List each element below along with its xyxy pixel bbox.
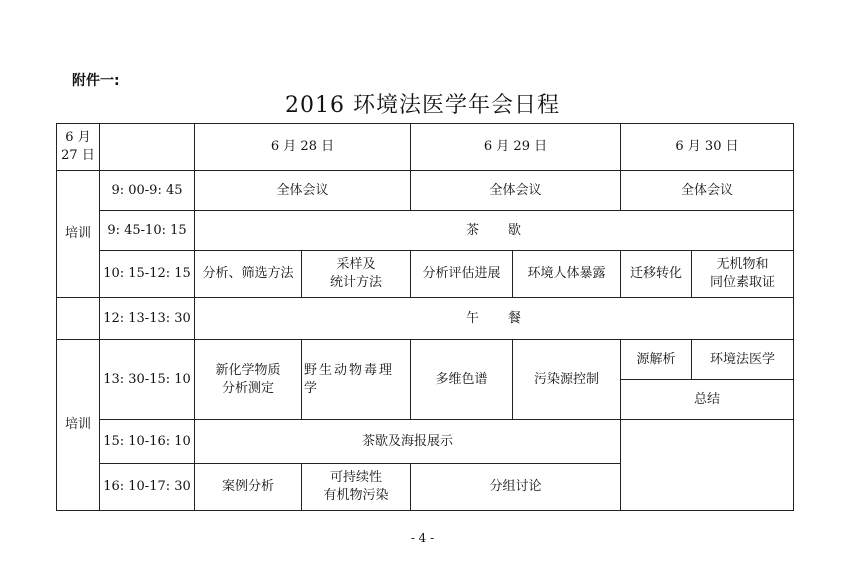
- day-header-jun30: 6 月 30 日: [621, 124, 794, 171]
- lunch-cell: 午 餐: [195, 298, 794, 340]
- summary-cell: 总结: [621, 380, 794, 420]
- session-cell: 环境人体暴露: [513, 251, 621, 298]
- page-number: - 4 -: [410, 531, 435, 545]
- table-row: [57, 340, 794, 380]
- time-header-cell: [100, 124, 195, 171]
- session-cell: 分析、筛选方法: [195, 251, 302, 298]
- session-cell: 无机物和 同位素取证: [692, 251, 794, 298]
- day-header-jun28: 6 月 28 日: [195, 124, 411, 171]
- session-cell: 分组讨论: [411, 464, 621, 511]
- session-cell: 新化学物质 分析测定: [195, 340, 302, 420]
- session-cell: 野生动物毒理 学: [302, 340, 411, 420]
- session-cell: 采样及 统计方法: [302, 251, 411, 298]
- time-cell: 13: 30-15: 10: [100, 340, 195, 420]
- session-cell: 源解析: [621, 340, 692, 380]
- session-cell: 多维色谱: [411, 340, 513, 420]
- table-row: [57, 171, 794, 211]
- section-label-empty: [57, 298, 100, 340]
- section-label-training: 培训: [57, 340, 100, 511]
- section-label-training: 培训: [57, 171, 100, 298]
- session-cell: 分析评估进展: [411, 251, 513, 298]
- header-row: [57, 124, 794, 171]
- table-row: [57, 298, 794, 340]
- empty-cell: [621, 420, 794, 511]
- attachment-label: 附件一:: [72, 73, 120, 89]
- plenary-cell: 全体会议: [411, 171, 621, 211]
- plenary-cell: 全体会议: [621, 171, 794, 211]
- session-cell: 案例分析: [195, 464, 302, 511]
- day-header-jun29: 6 月 29 日: [411, 124, 621, 171]
- first-day-cell: 6 月 27 日: [57, 124, 100, 171]
- time-cell: 15: 10-16: 10: [100, 420, 195, 464]
- session-cell: 迁移转化: [621, 251, 692, 298]
- table-row: [57, 420, 794, 464]
- tea-break-cell: 茶 歇: [195, 211, 794, 251]
- page-title: 2016 环境法医学年会日程: [285, 93, 560, 118]
- session-cell: 环境法医学: [692, 340, 794, 380]
- time-cell: 9: 00-9: 45: [100, 171, 195, 211]
- table-row: [57, 211, 794, 251]
- time-cell: 9: 45-10: 15: [100, 211, 195, 251]
- table-row: [57, 251, 794, 298]
- plenary-cell: 全体会议: [195, 171, 411, 211]
- poster-cell: 茶歇及海报展示: [195, 420, 621, 464]
- schedule-table: [56, 123, 794, 511]
- session-cell: 污染源控制: [513, 340, 621, 420]
- session-cell: 可持续性 有机物污染: [302, 464, 411, 511]
- time-cell: 12: 13-13: 30: [100, 298, 195, 340]
- time-cell: 10: 15-12: 15: [100, 251, 195, 298]
- time-cell: 16: 10-17: 30: [100, 464, 195, 511]
